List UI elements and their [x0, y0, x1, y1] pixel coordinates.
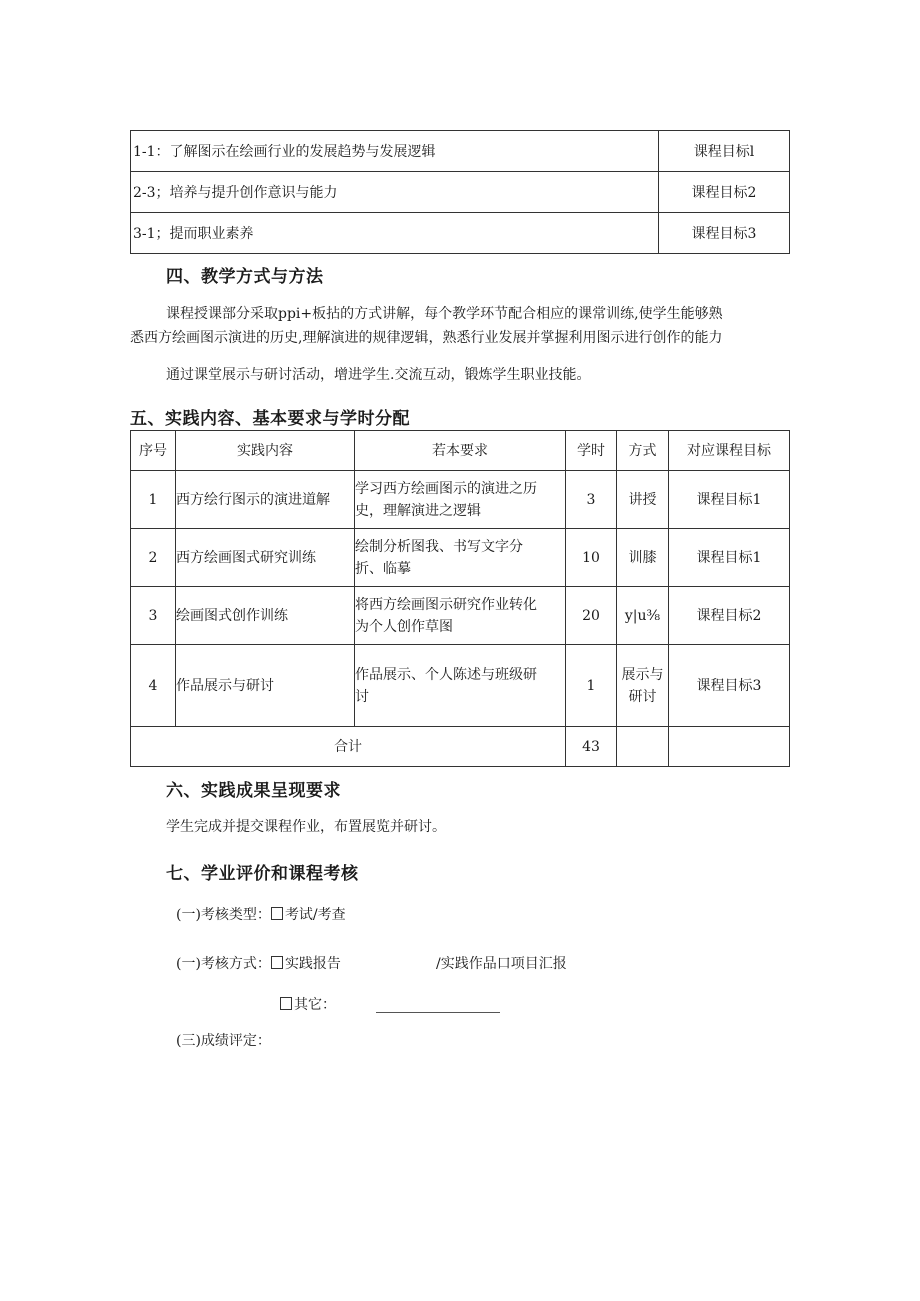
header-goal: 对应课程目标	[669, 431, 790, 471]
assessment-other-label: 其它：	[294, 997, 336, 1013]
total-label: 合计	[131, 727, 566, 767]
objective-req: 1-1：了解图示在绘画行业的发展趋势与发展逻辑	[131, 131, 659, 172]
row-mode-line1: 展示与	[621, 666, 664, 683]
checkbox-icon	[271, 907, 283, 920]
assessment-method-value1: 实践报告	[284, 956, 341, 972]
row-content: 西方绘行图示的演进道解	[176, 471, 355, 529]
row-mode: 训膝	[617, 529, 669, 587]
total-hours: 43	[566, 727, 617, 767]
header-content: 实践内容	[176, 431, 355, 471]
table-header-row	[131, 431, 790, 471]
row-req-line2: 史，理解演进之逻辑	[355, 502, 481, 519]
section5-heading: 五、实践内容、基本要求与学时分配	[130, 409, 410, 429]
objective-goal: 课程目标2	[659, 172, 790, 213]
row-req	[355, 587, 566, 645]
checkbox-icon	[280, 997, 292, 1010]
section6-heading: 六、实践成果呈现要求	[166, 781, 341, 801]
section6-text: 学生完成并提交课程作业，布置展览并研讨。	[166, 819, 446, 835]
table-total-row	[131, 727, 790, 767]
row-hours: 20	[566, 587, 617, 645]
row-hours: 3	[566, 471, 617, 529]
row-goal: 课程目标2	[669, 587, 790, 645]
section7-heading: 七、学业评价和课程考核	[166, 864, 359, 884]
row-hours: 10	[566, 529, 617, 587]
row-hours: 1	[566, 645, 617, 727]
row-no: 4	[131, 645, 176, 727]
table-row	[131, 529, 790, 587]
row-content: 西方绘画图式研究训练	[176, 529, 355, 587]
assessment-type-value: 考试/考查	[284, 907, 346, 923]
row-req-line2: 折、临摹	[355, 560, 411, 577]
row-mode-line2: 研讨	[628, 688, 657, 705]
row-mode	[617, 645, 669, 727]
row-req-line2: 讨	[355, 688, 369, 705]
grade-label: (三)成绩评定：	[176, 1033, 271, 1049]
table-row	[131, 471, 790, 529]
row-mode: y|u⅜	[617, 587, 669, 645]
row-req	[355, 645, 566, 727]
row-mode: 讲授	[617, 471, 669, 529]
objectives-table	[130, 130, 790, 254]
table-row	[131, 645, 790, 727]
row-req	[355, 529, 566, 587]
assessment-type	[176, 904, 346, 926]
table-row	[131, 172, 790, 213]
section4-heading: 四、教学方式与方法	[166, 267, 324, 287]
row-no: 1	[131, 471, 176, 529]
row-content: 作品展示与研讨	[176, 645, 355, 727]
objective-req: 2-3；培养与提升创作意识与能力	[131, 172, 659, 213]
assessment-other	[280, 994, 500, 1016]
blank-line	[376, 998, 500, 1013]
row-req-line1: 作品展示、个人陈述与班级研	[355, 666, 537, 683]
assessment-type-label: (一)考核类型：	[176, 907, 271, 923]
row-req-line1: 学习西方绘画图示的演进之历	[355, 480, 537, 497]
row-req-line1: 绘制分析图我、书写文字分	[355, 538, 523, 555]
section4-paragraph-line2: 悉西方绘画图示演进的历史,理解演进的规律逻辑，熟悉行业发展并掌握利用图示进行创作的能力	[130, 330, 723, 346]
header-no: 序号	[131, 431, 176, 471]
table-row	[131, 213, 790, 254]
table-row	[131, 131, 790, 172]
row-goal: 课程目标1	[669, 529, 790, 587]
assessment-method-value2: /实践作品口项目汇报	[436, 956, 567, 972]
checkbox-icon	[271, 956, 283, 969]
row-req-line1: 将西方绘画图示研究作业转化	[355, 596, 537, 613]
table-row	[131, 587, 790, 645]
assessment-method-label: (一)考核方式：	[176, 956, 271, 972]
header-hours: 学时	[566, 431, 617, 471]
total-goal-empty	[669, 727, 790, 767]
objective-req: 3-1；提而职业素养	[131, 213, 659, 254]
section4-paragraph2: 通过课堂展示与研讨活动，增进学生.交流互动，锻炼学生职业技能。	[166, 367, 591, 383]
row-goal: 课程目标3	[669, 645, 790, 727]
practice-table	[130, 430, 790, 767]
header-req: 若本要求	[355, 431, 566, 471]
row-req-line2: 为个人创作草图	[355, 618, 453, 635]
total-mode-empty	[617, 727, 669, 767]
header-mode: 方式	[617, 431, 669, 471]
row-goal: 课程目标1	[669, 471, 790, 529]
row-no: 2	[131, 529, 176, 587]
section4-paragraph-line1: 课程授课部分采取ppi+板拈的方式讲解，每个教学环节配合相应的课常训练,使学生能够熟	[166, 306, 723, 322]
objective-goal: 课程目标3	[659, 213, 790, 254]
assessment-method	[176, 953, 341, 975]
row-req	[355, 471, 566, 529]
objective-goal: 课程目标l	[659, 131, 790, 172]
row-no: 3	[131, 587, 176, 645]
row-content: 绘画图式创作训练	[176, 587, 355, 645]
